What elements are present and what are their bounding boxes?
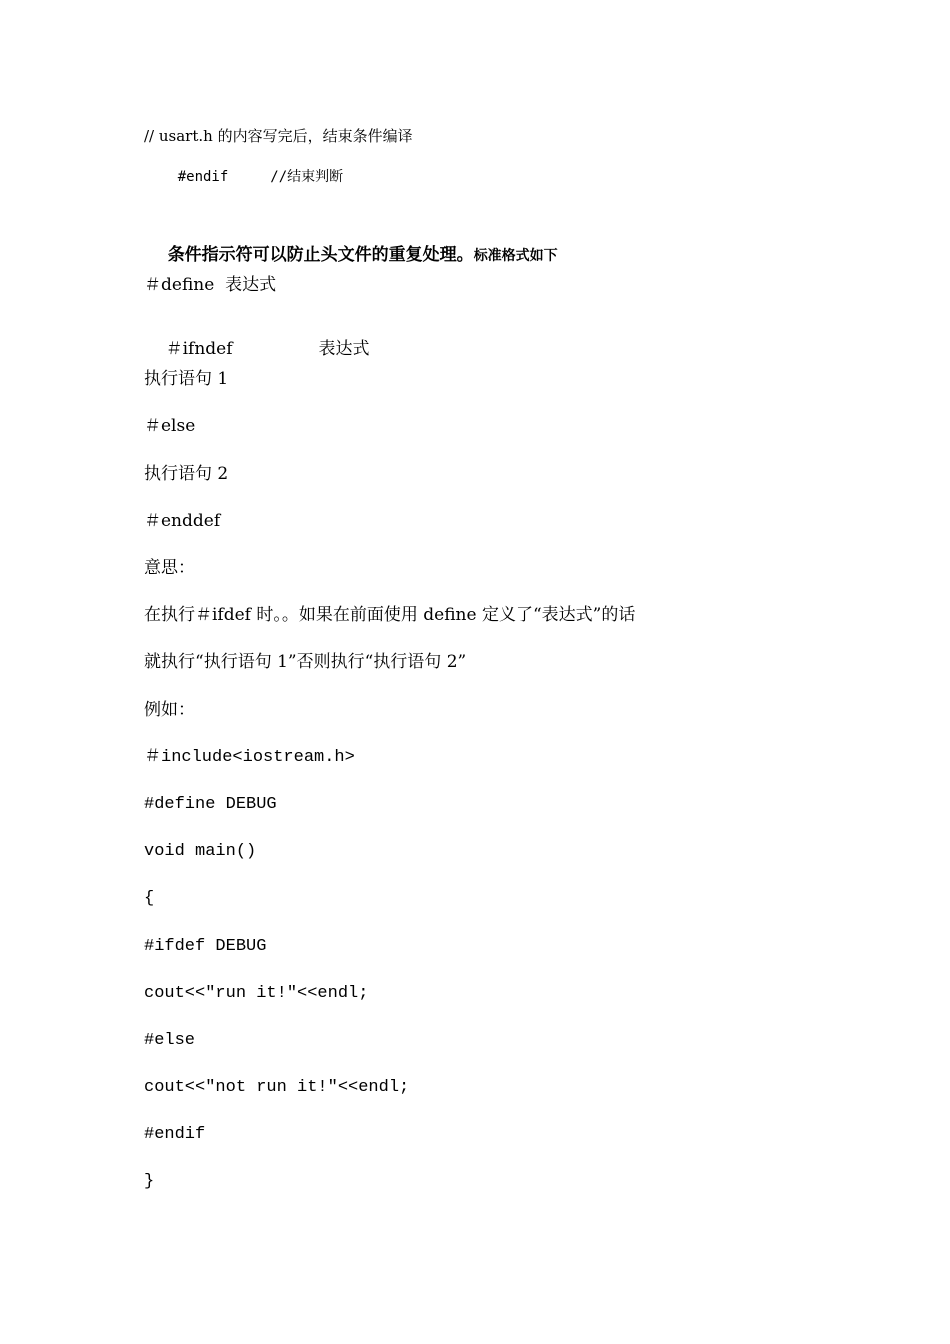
code-ifdef-debug-line: #ifdef DEBUG xyxy=(144,937,267,956)
code-cout-run-line: cout<<"run it!"<<endl; xyxy=(144,984,369,1003)
code-void-main-line: void main() xyxy=(144,842,257,861)
else-line: ＃else xyxy=(144,416,196,436)
usart-comment-line: // usart.h 的内容写完后，结束条件编译 xyxy=(144,127,413,145)
exec-statement-1: 执行语句 1 xyxy=(144,369,229,389)
meaning-label: 意思： xyxy=(144,558,195,578)
code-else-line: #else xyxy=(144,1031,196,1050)
ifndef-expression: 表达式 xyxy=(318,339,370,359)
code-close-brace-line: } xyxy=(144,1172,155,1191)
exec-statement-2: 执行语句 2 xyxy=(144,464,229,484)
code-define-debug-line: #define DEBUG xyxy=(144,795,277,814)
code-include-line: ＃include<iostream.h> xyxy=(144,748,355,767)
enddef-line: ＃enddef xyxy=(144,511,221,531)
code-cout-not-run-line: cout<<"not run it!"<<endl; xyxy=(144,1078,410,1097)
endif-keyword: #endif xyxy=(177,169,229,185)
ifndef-line xyxy=(144,324,370,375)
section-heading xyxy=(144,230,558,281)
section-heading-main: 条件指示符可以防止头文件的重复处理。 xyxy=(167,245,474,265)
define-expression-line: ＃define 表达式 xyxy=(144,275,277,295)
code-endif-line: #endif xyxy=(144,1125,206,1144)
meaning-line-2: 就执行“执行语句 1”否则执行“执行语句 2” xyxy=(144,652,467,672)
code-open-brace-line: { xyxy=(144,889,155,908)
ifndef-keyword: ＃ifndef xyxy=(165,339,233,359)
example-label: 例如： xyxy=(144,700,195,720)
end-judgement-comment: //结束判断 xyxy=(270,169,344,185)
section-heading-tail: 标准格式如下 xyxy=(473,248,558,264)
meaning-line-1: 在执行＃ifdef 时。。如果在前面使用 define 定义了“表达式”的话 xyxy=(144,605,636,625)
endif-comment-line xyxy=(144,156,343,198)
